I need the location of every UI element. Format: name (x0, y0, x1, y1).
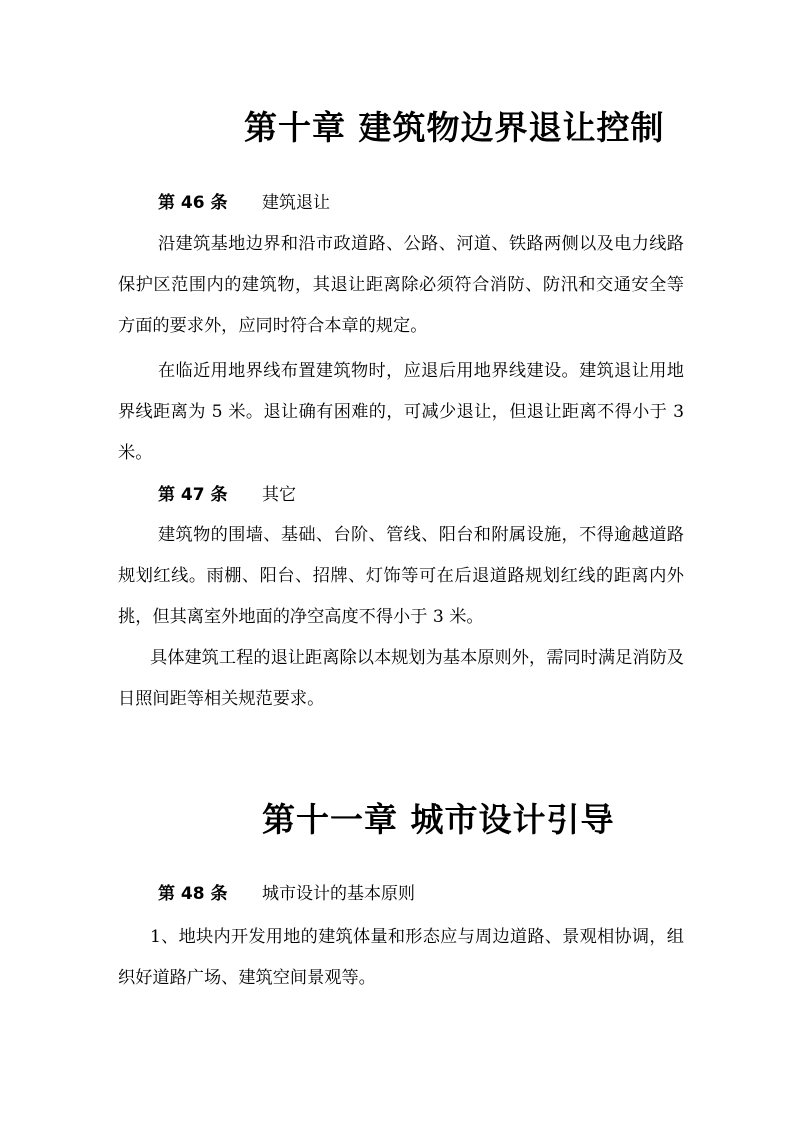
article-47-name: 其它 (262, 485, 296, 505)
article-46-heading (158, 191, 330, 215)
article-46-number: 第 46 条 (158, 193, 228, 213)
article-47-paragraph-1: 建筑物的围墙、基础、台阶、管线、阳台和附属设施，不得逾越道路规划红线。雨棚、阳台、招牌、灯饰等可在后退道路规划红线的距离内外挑，但其离室外地面的净空高度不得小于 3 米。 (118, 525, 684, 627)
article-48-paragraph-1: 1、地块内开发用地的建筑体量和形态应与周边道路、景观相协调，组织好道路广场、建筑空间景观等。 (118, 927, 684, 988)
article-47-paragraph-2: 具体建筑工程的退让距离除以本规划为基本原则外，需同时满足消防及日照间距等相关规范要求。 (118, 648, 684, 709)
article-48-name: 城市设计的基本原则 (262, 884, 415, 904)
article-46-paragraph-1: 沿建筑基地边界和沿市政道路、公路、河道、铁路两侧以及电力线路保护区范围内的建筑物，其退让距离除必须符合消防、防汛和交通安全等方面的要求外，应同时符合本章的规定。 (118, 234, 684, 336)
article-47-heading (158, 483, 296, 507)
chapter-10-title: 第十章 建筑物边界退让控制 (244, 108, 665, 147)
article-46-paragraph-2: 在临近用地界线布置建筑物时，应退后用地界线建设。建筑退让用地界线距离为 5 米。退让确有困难的，可减少退让，但退让距离不得小于 3 米。 (118, 361, 684, 463)
article-47-number: 第 47 条 (158, 485, 228, 505)
article-48-number: 第 48 条 (158, 884, 228, 904)
article-46-name: 建筑退让 (262, 193, 330, 213)
chapter-11-title: 第十一章 城市设计引导 (262, 800, 615, 839)
article-48-heading (158, 882, 415, 906)
